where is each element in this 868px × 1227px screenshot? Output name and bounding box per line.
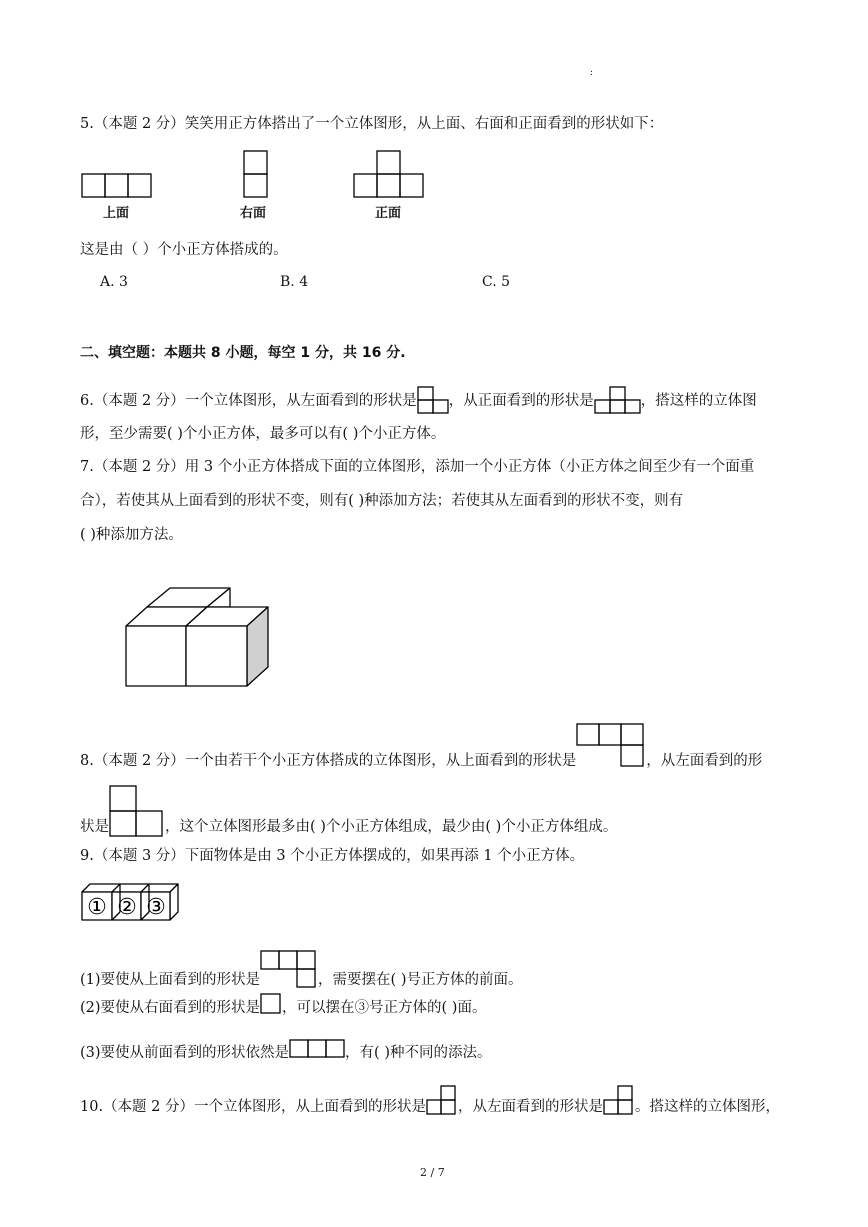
q10-text-part1: 10.（本题 2 分）一个立体图形，从上面看到的形状是 [80, 1099, 427, 1115]
q6-text-part3: ，搭这样的立体图 [640, 393, 757, 409]
q6-text-part1: 6.（本题 2 分）一个立体图形，从左面看到的形状是 [80, 393, 417, 409]
q6-line2: 形，至少需要( )个小正方体，最多可以有( )个小正方体。 [80, 426, 446, 442]
q6-line1 [80, 386, 757, 416]
q8-text-part1: 8.（本题 2 分）一个由若干个小正方体搭成的立体图形，从上面看到的形状是 [80, 753, 577, 769]
q8-left-view-figure [109, 785, 165, 839]
q9-sub1 [80, 960, 522, 1000]
q10-text-part3: 。搭这样的立体图形， [635, 1099, 781, 1115]
right-view-figure [242, 149, 270, 200]
q9-sub3-figure [289, 1039, 345, 1059]
cube-label-1: ① [87, 895, 107, 920]
q8-line1 [80, 738, 762, 784]
caption-front-view: 正面 [375, 206, 402, 221]
q10-text-part2: ，从左面看到的形状是 [458, 1099, 604, 1115]
caption-right-view: 右面 [240, 206, 267, 221]
q9-sub1-figure [260, 950, 318, 990]
q9-sub2-text-b: ，可以摆在③号正方体的( )面。 [282, 1000, 487, 1016]
q10-line1 [80, 1091, 780, 1123]
q6-front-view-figure [594, 386, 641, 416]
q8-text-part2: ，从左面看到的形 [646, 753, 763, 769]
q9-line1: 9.（本题 3 分）下面物体是由 3 个小正方体摆成的，如果再添 1 个小正方体。 [80, 848, 585, 864]
q6-text-part2: ，从正面看到的形状是 [448, 393, 594, 409]
q10-top-view-figure [426, 1085, 458, 1117]
q10-left-view-figure [603, 1085, 635, 1117]
cube-label-3: ③ [146, 895, 166, 920]
q9-sub1-text-b: ，需要摆在( )号正方体的前面。 [318, 972, 523, 988]
q9-sub3-text-b: ，有( )种不同的添法。 [345, 1045, 492, 1061]
three-cube-solid-figure [120, 580, 275, 692]
three-numbered-cubes-figure [80, 880, 184, 922]
q7-line1: 7.（本题 2 分）用 3 个小正方体搭成下面的立体图形，添加一个小正方体（小正方体之间至少有一个面重 [80, 459, 755, 475]
q5-option-c: C. 5 [482, 274, 511, 290]
q6-left-view-figure [417, 386, 449, 416]
q5-text: 5.（本题 2 分）笑笑用正方体搭出了一个立体图形，从上面、右面和正面看到的形状如下： [80, 116, 664, 132]
q9-sub1-text-a: (1)要使从上面看到的形状是 [80, 972, 261, 988]
q7-line2: 合），若使其从上面看到的形状不变，则有( )种添加方法；若使其从左面看到的形状不变，则有 [80, 493, 684, 509]
top-mark: : [590, 68, 594, 78]
q5-question: 这是由（ ）个小正方体搭成的。 [80, 242, 288, 258]
q8-top-view-figure [576, 723, 646, 769]
q9-sub3-text-a: (3)要使从前面看到的形状依然是 [80, 1045, 290, 1061]
q7-line3: ( )种添加方法。 [80, 527, 183, 543]
q5-option-a: A. 3 [100, 274, 128, 290]
q5-option-b: B. 4 [280, 274, 309, 290]
section2-heading: 二、填空题：本题共 8 小题，每空 1 分，共 16 分. [80, 345, 406, 361]
front-view-figure [352, 149, 426, 200]
q8-text-part3: 状是 [80, 819, 109, 835]
q9-sub3 [80, 1041, 491, 1063]
caption-top-view: 上面 [103, 206, 130, 221]
q8-text-part4: ，这个立体图形最多由( )个小正方体组成，最少由( )个小正方体组成。 [165, 819, 618, 835]
q9-sub2 [80, 996, 486, 1019]
page-number: 2 / 7 [420, 1166, 445, 1179]
top-view-figure [80, 172, 154, 200]
q9-sub2-figure [260, 993, 282, 1015]
q9-sub2-text-a: (2)要使从右面看到的形状是 [80, 1000, 261, 1016]
cube-label-2: ② [117, 895, 137, 920]
